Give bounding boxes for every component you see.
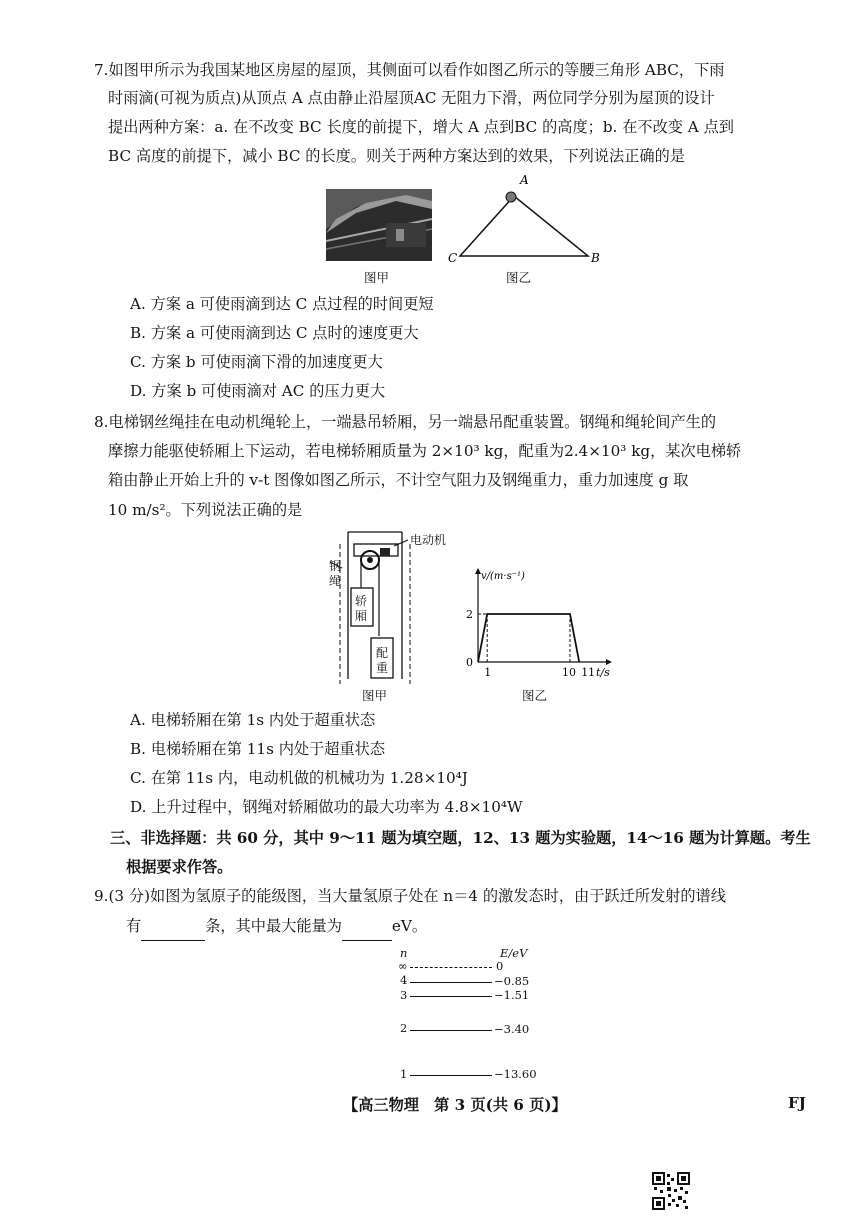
- level-2-line: [410, 1030, 492, 1031]
- q7-triangle-figure: [440, 170, 610, 270]
- level-3-n: 3: [400, 988, 408, 1002]
- q8-line-3: 箱由静止开始上升的 v-t 图像如图乙所示，不计空气阻力及钢绳重力，重力加速度 g 取: [108, 471, 689, 489]
- section-3-heading-cont: 根据要求作答。: [126, 858, 233, 876]
- roof-photo-art: [326, 189, 432, 261]
- q7-option-b: B. 方案 a 可使雨滴到达 C 点时的速度更大: [130, 324, 419, 342]
- velocity-series-line: [478, 614, 579, 662]
- n-header: n: [400, 946, 408, 960]
- q8-option-b: B. 电梯轿厢在第 11s 内处于超重状态: [130, 740, 386, 758]
- section-3-heading: 三、非选择题：共 60 分，其中 9～11 题为填空题，12、13 题为实验题，14～16 题为计算题。考生: [110, 829, 811, 847]
- level-inf-line: [410, 967, 492, 968]
- vt-chart: [456, 566, 616, 678]
- weight-label-2: 重: [376, 661, 389, 675]
- q7-option-d: D. 方案 b 可使雨滴对 AC 的压力更大: [130, 382, 386, 400]
- energy-level-diagram: [396, 946, 556, 1086]
- answer-blank-count[interactable]: [141, 912, 205, 941]
- point-a-label: A: [520, 173, 529, 187]
- q7-line-3: 提出两种方案：a. 在不改变 BC 长度的前提下，增大 A 点到BC 的高度；b. 在不改变 A 点到: [108, 118, 734, 136]
- q9-number: 9.: [94, 887, 109, 905]
- raindrop: [506, 192, 516, 202]
- cabin-label-1: 轿: [355, 594, 368, 608]
- q8-option-c: C. 在第 11s 内，电动机做的机械功为 1.28×10⁴J: [130, 769, 468, 787]
- level-inf-n: ∞: [398, 959, 408, 973]
- elevator-diagram: [322, 524, 452, 704]
- roof-photo: [326, 189, 432, 261]
- level-1-e: −13.60: [494, 1067, 537, 1081]
- q7-line-1: 7.如图甲所示为我国某地区房屋的屋顶，其侧面可以看作如图乙所示的等腰三角形 ABC，下雨: [94, 61, 725, 79]
- x-axis-arrow: [606, 659, 612, 665]
- rope-label-1: 钢: [329, 559, 342, 573]
- level-1-n: 1: [400, 1067, 408, 1081]
- level-4-e: −0.85: [494, 974, 530, 988]
- y-axis-label: v/(m·s⁻¹): [481, 571, 525, 582]
- cabin-label-2: 厢: [355, 609, 368, 623]
- page-footer: 【高三物理 第 3 页(共 6 页)】: [343, 1096, 567, 1114]
- triangle-abc: [460, 196, 588, 256]
- level-4-line: [410, 982, 492, 983]
- level-3-e: −1.51: [494, 988, 530, 1002]
- energy-header: E/eV: [500, 946, 528, 960]
- level-inf-e: 0: [496, 959, 504, 973]
- q7-number: 7.: [94, 61, 109, 79]
- point-c-label: C: [448, 251, 458, 265]
- q8-fig-yi-caption: 图乙: [522, 688, 548, 703]
- q8-option-a: A. 电梯轿厢在第 1s 内处于超重状态: [130, 711, 376, 729]
- q7-option-a: A. 方案 a 可使雨滴到达 C 点过程的时间更短: [130, 295, 434, 313]
- y-tick-label-2: 2: [466, 608, 473, 621]
- x-tick-label-11: 11: [581, 666, 596, 678]
- qr-code: [652, 1172, 690, 1210]
- q8-fig-jia-caption: 图甲: [362, 688, 388, 703]
- level-3-line: [410, 996, 492, 997]
- answer-blank-energy[interactable]: [342, 912, 392, 941]
- rope-label-2: 绳: [329, 574, 342, 588]
- q9-line-2: 有 条，其中最大能量为 eV。: [126, 912, 826, 941]
- weight-label-1: 配: [376, 646, 389, 660]
- x-axis-label: t/s: [596, 666, 610, 678]
- level-2-e: −3.40: [494, 1022, 530, 1036]
- level-4-n: 4: [400, 973, 408, 987]
- q7-fig-jia-caption: 图甲: [364, 270, 390, 285]
- q7-option-c: C. 方案 b 可使雨滴下滑的加速度更大: [130, 353, 383, 371]
- q7-line-4: BC 高度的前提下，减小 BC 的长度。则关于两种方案达到的效果，下列说法正确的是: [108, 147, 685, 165]
- level-2-n: 2: [400, 1021, 408, 1035]
- q8-line-1: 8.电梯钢丝绳挂在电动机绳轮上，一端悬吊轿厢，另一端悬吊配重装置。钢绳和绳轮间产生的: [94, 413, 716, 431]
- q8-number: 8.: [94, 413, 109, 431]
- x-tick-label-10: 10: [562, 666, 576, 678]
- level-1-line: [410, 1075, 492, 1076]
- x-tick-label-0: 0: [466, 656, 473, 669]
- q8-option-d: D. 上升过程中，钢绳对轿厢做功的最大功率为 4.8×10⁴W: [130, 798, 523, 816]
- q7-fig-yi-caption: 图乙: [506, 270, 532, 285]
- motor-label: 电动机: [410, 533, 447, 547]
- point-b-label: B: [591, 251, 600, 265]
- q8-line-2: 摩擦力能驱使轿厢上下运动，若电梯轿厢质量为 2×10³ kg，配重为2.4×10³ kg，某次电梯轿: [108, 442, 742, 460]
- q9-line-1: 9.(3 分)如图为氢原子的能级图，当大量氢原子处在 n＝4 的激发态时，由于跃迁所发射的谱线: [94, 887, 726, 905]
- q8-line-4: 10 m/s²。下列说法正确的是: [108, 501, 303, 519]
- paper-code: FJ: [788, 1094, 806, 1112]
- q7-line-2: 时雨滴(可视为质点)从顶点 A 点由静止沿屋顶AC 无阻力下滑，两位同学分别为屋顶的设计: [108, 89, 715, 107]
- x-tick-label-1: 1: [484, 666, 492, 678]
